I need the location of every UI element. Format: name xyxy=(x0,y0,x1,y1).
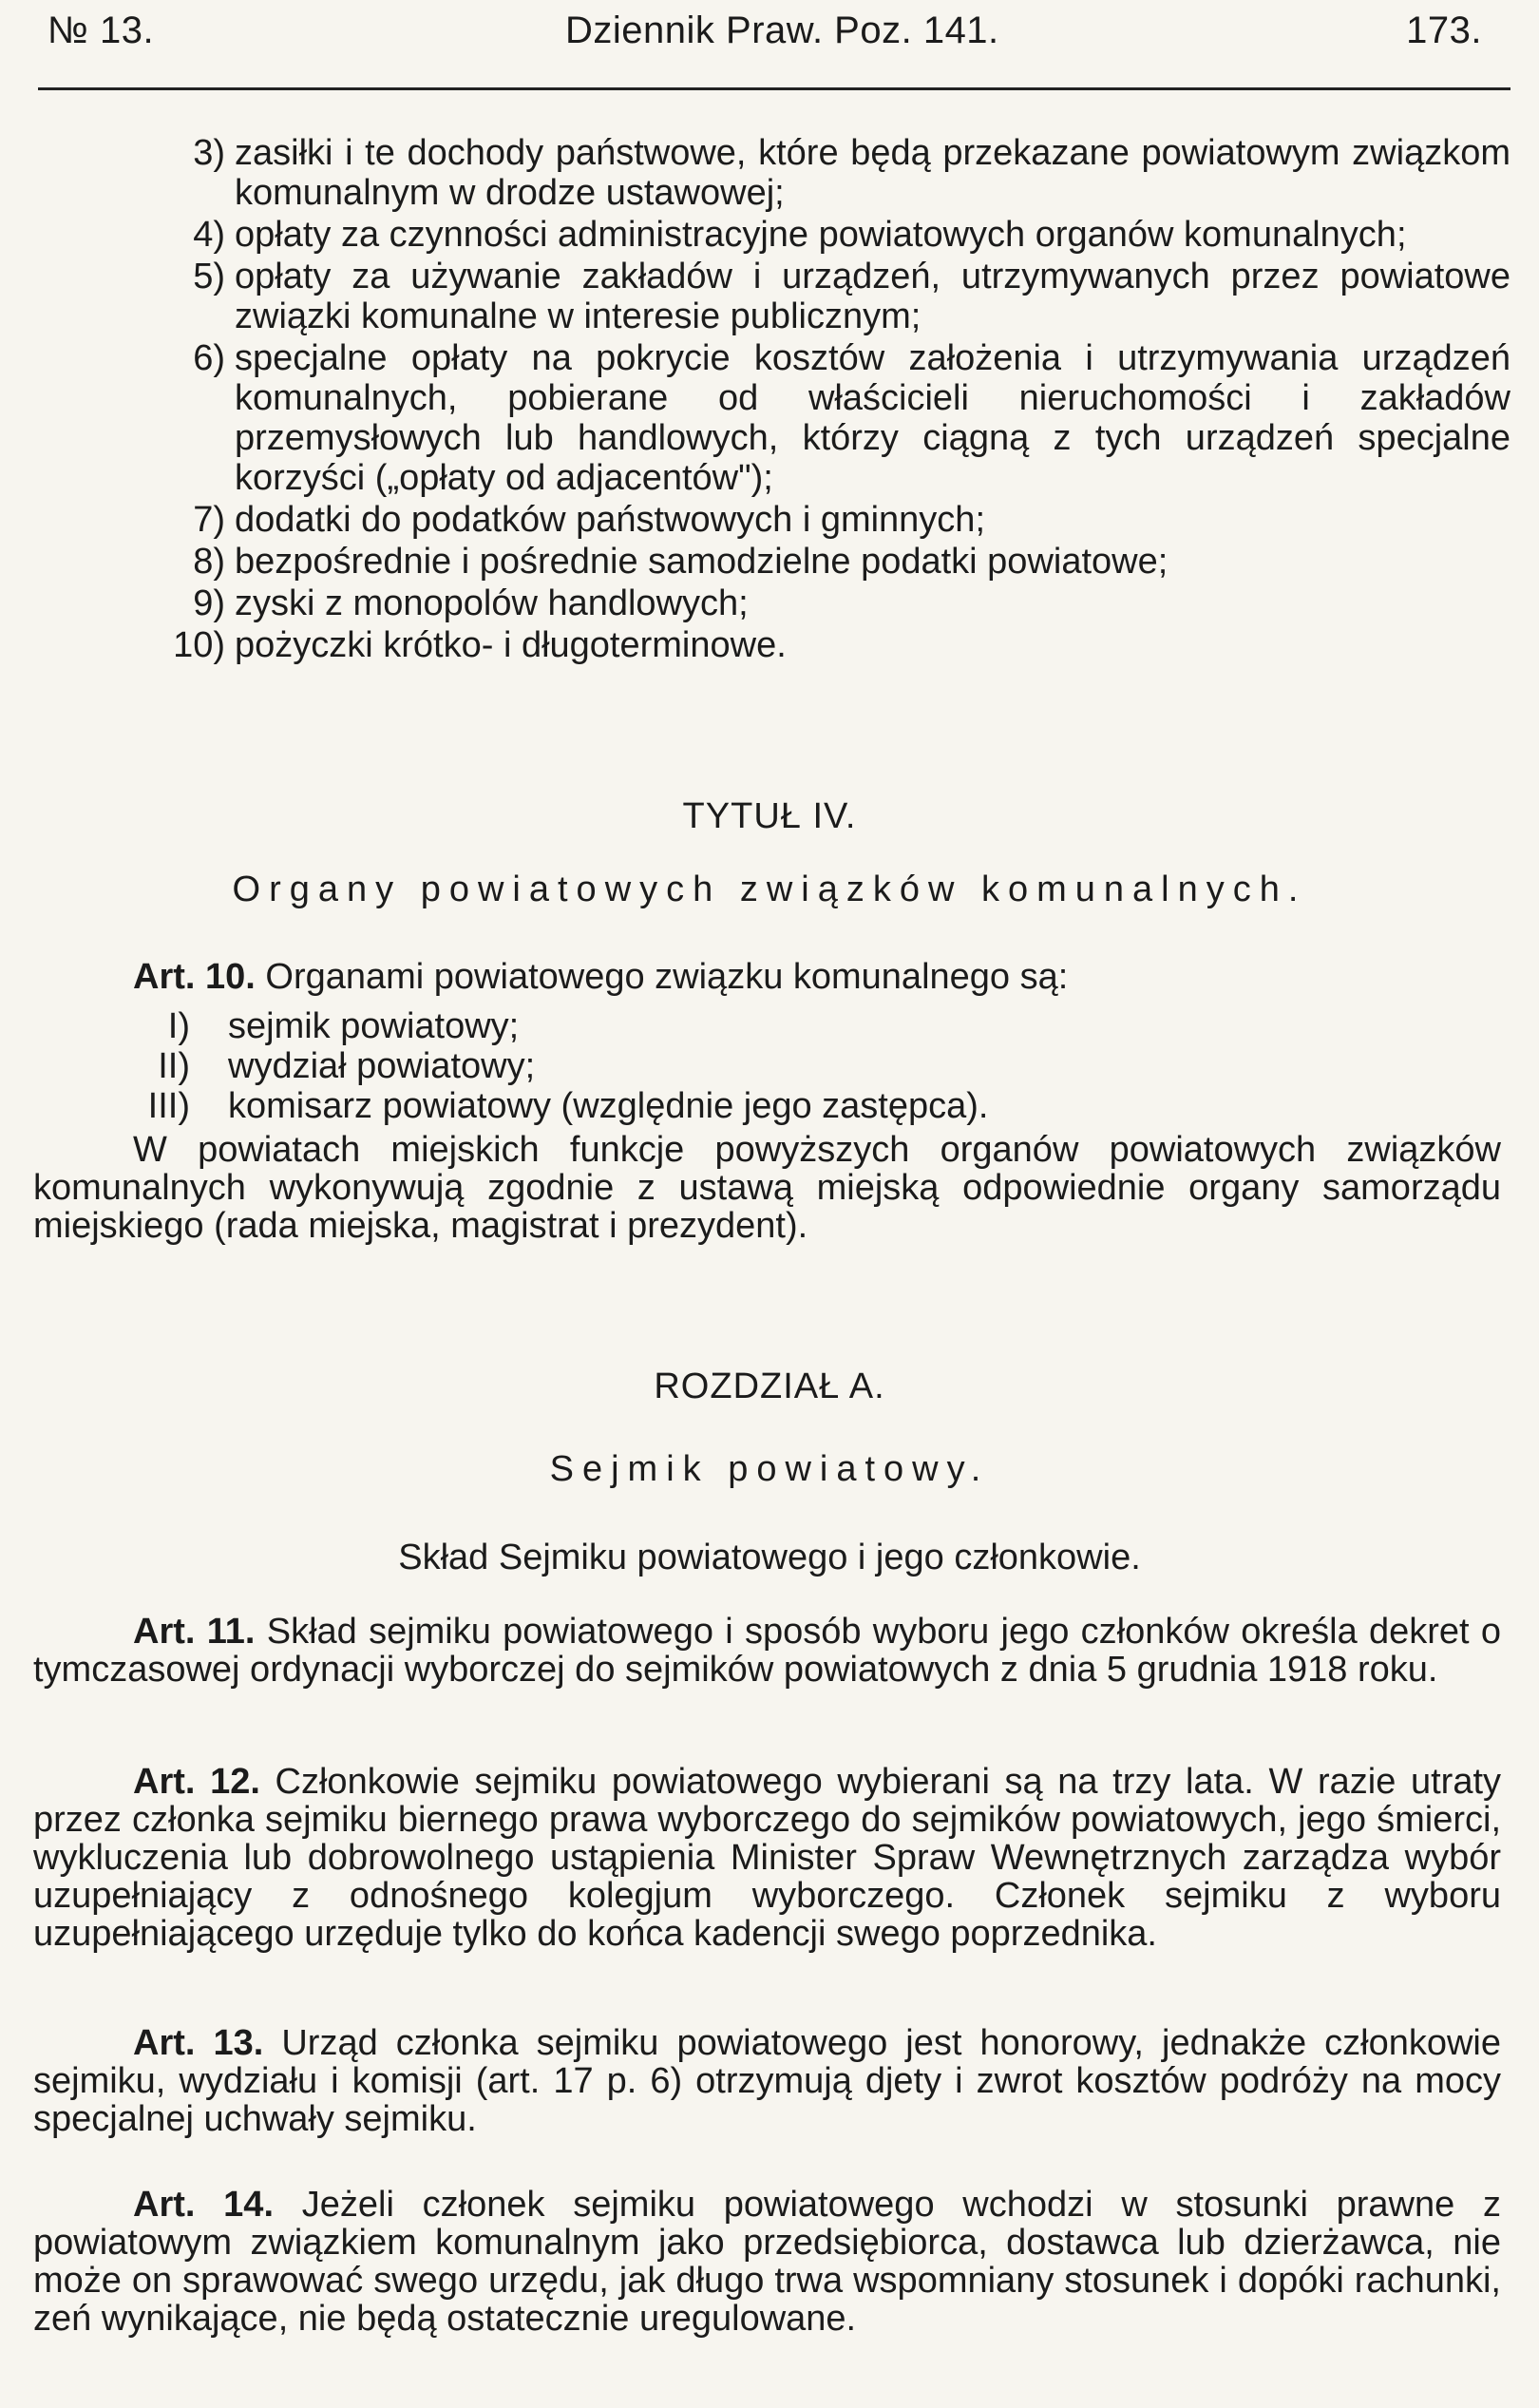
list-item xyxy=(124,1087,1358,1125)
list-item-text: bezpośrednie i pośrednie samodzielne podatki powiatowe; xyxy=(235,542,1168,582)
article-13 xyxy=(33,2024,1501,2138)
list-item-number: I) xyxy=(167,1006,190,1046)
article-label: Art. 12. xyxy=(133,1762,260,1802)
list-item-number: 7) xyxy=(193,500,225,540)
header-rule xyxy=(38,87,1510,90)
list-item-text: sejmik powiatowy; xyxy=(228,1006,520,1046)
article-label: Art. 13. xyxy=(133,2023,264,2063)
page-header xyxy=(48,8,1482,65)
list-item-text: specjalne opłaty na pokrycie kosztów założenia i utrzymywania urządzeń komunalnych, pobierane od właścicieli nieruchomości i zakładów przemysłowych lub handlowych, którzy ciągną z tych urządzeń specjalne korzyści („opłaty od adjacentów"); xyxy=(235,338,1510,498)
list-item xyxy=(157,257,1510,336)
list-item-number: III) xyxy=(147,1086,190,1126)
organs-list xyxy=(124,1007,1358,1127)
list-item-text: komisarz powiatowy (względnie jego zastępca). xyxy=(228,1086,989,1126)
list-item-number: 3) xyxy=(193,133,225,173)
income-sources-list xyxy=(157,133,1510,667)
article-12 xyxy=(33,1763,1501,1953)
list-item xyxy=(124,1047,1358,1085)
article-10 xyxy=(33,958,1501,996)
list-item-number: 6) xyxy=(193,338,225,378)
list-item-number: 10) xyxy=(173,625,225,665)
article-text: Członkowie sejmiku powiatowego wybierani są na trzy lata. W razie utraty przez członka sejmiku biernego prawa wyborczego do sejmików powiatowych, jego śmierci, wykluczenia lub dobrowolnego ustąpienia Minister Spraw Wewnętrznych zarządza wybór uzupełniający z odnośnego kolegjum wyborczego. Członek sejmiku z wyboru uzupełniającego urzęduje tylko do końca kadencji swego poprzednika. xyxy=(33,1762,1502,1954)
list-item-number: 5) xyxy=(193,257,225,296)
list-item-text: wydział powiatowy; xyxy=(228,1046,536,1086)
article-10-intro: Organami powiatowego związku komunalnego są: xyxy=(265,957,1069,997)
article-14 xyxy=(33,2186,1501,2338)
list-item xyxy=(157,583,1510,623)
list-item-number: II) xyxy=(158,1046,190,1086)
list-item-text: zasiłki i te dochody państwowe, które będą przekazane powiatowym związkom komunalnym w drodze ustawowej; xyxy=(235,133,1510,213)
list-item xyxy=(157,338,1510,498)
article-label: Art. 11. xyxy=(133,1612,256,1652)
list-item xyxy=(157,542,1510,582)
issue-number: № 13. xyxy=(48,10,155,51)
article-label: Art. 14. xyxy=(133,2185,275,2225)
article-text: Skład sejmiku powiatowego i sposób wyboru jego członków określa dekret o tymczasowej ordynacji wyborczej do sejmików powiatowych z dnia 5 grudnia 1918 roku. xyxy=(33,1612,1501,1690)
list-item xyxy=(157,133,1510,213)
list-item xyxy=(157,625,1510,665)
chapter-a-heading: ROZDZIAŁ A. xyxy=(654,1366,885,1406)
title-iv-heading: TYTUŁ IV. xyxy=(682,796,857,836)
list-item-number: 4) xyxy=(193,215,225,255)
list-item xyxy=(157,500,1510,540)
title-iv-name: Organy powiatowych związków komunalnych. xyxy=(232,870,1307,909)
list-item xyxy=(124,1007,1358,1045)
list-item xyxy=(157,215,1510,255)
list-item-text: opłaty za używanie zakładów i urządzeń, utrzymywanych przez powiatowe związki komunalne w interesie publicznym; xyxy=(235,257,1510,336)
article-text: Jeżeli członek sejmiku powiatowego wchodzi w stosunki prawne z powiatowym związkiem komunalnym jako przedsiębiorca, dostawca lub dzierżawca, nie może on sprawować swego urzędu, jak długo trwa wspomniany stosunek i dopóki rachunki, zeń wynikające, nie będą ostatecznie uregulowane. xyxy=(33,2185,1501,2339)
journal-title: Dziennik Praw. Poz. 141. xyxy=(565,10,999,51)
article-10-paragraph: W powiatach miejskich funkcje powyższych organów powiatowych związków komunalnych wykonywują zgodnie z ustawą miejską odpowiednie organy samorządu miejskiego (rada miejska, magistrat i prezydent). xyxy=(33,1130,1501,1246)
chapter-a-name: Sejmik powiatowy. xyxy=(549,1449,990,1489)
list-item-text: dodatki do podatków państwowych i gminnych; xyxy=(235,500,986,540)
section-subheading: Skład Sejmiku powiatowego i jego członkowie. xyxy=(398,1538,1141,1577)
list-item-text: opłaty za czynności administracyjne powiatowych organów komunalnych; xyxy=(235,215,1407,255)
article-label: Art. 10. xyxy=(133,957,256,997)
article-text: Urząd członka sejmiku powiatowego jest honorowy, jednakże członkowie sejmiku, wydziału i komisji (art. 17 p. 6) otrzymują djety i zwrot kosztów podróży na mocy specjalnej uchwały sejmiku. xyxy=(33,2023,1501,2139)
list-item-number: 9) xyxy=(193,583,225,623)
page-number: 173. xyxy=(1406,10,1482,51)
article-11 xyxy=(33,1613,1501,1689)
list-item-text: pożyczki krótko- i długoterminowe. xyxy=(235,625,787,665)
list-item-number: 8) xyxy=(193,542,225,582)
list-item-text: zyski z monopolów handlowych; xyxy=(235,583,749,623)
